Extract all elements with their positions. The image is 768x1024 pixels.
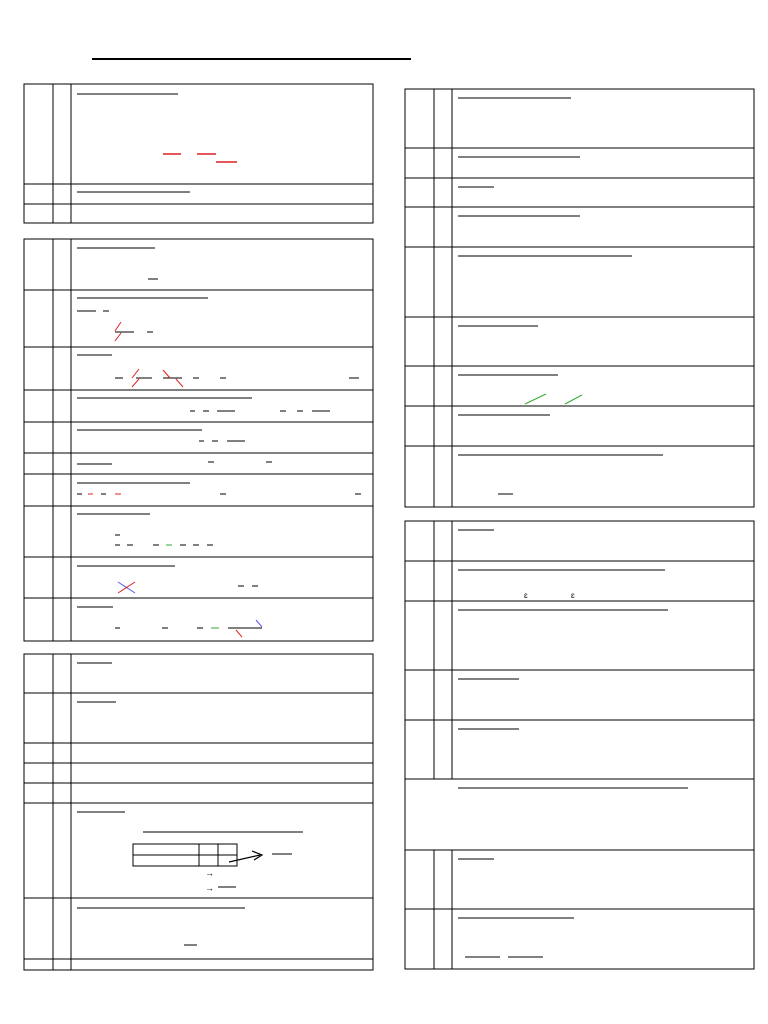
- diagram-box: [133, 844, 237, 866]
- small-mark-2: ɛ: [571, 591, 575, 600]
- small-mark-1: ɛ: [524, 591, 528, 600]
- section-right-1: [405, 89, 754, 507]
- diagram-arrow: [229, 851, 262, 862]
- section-left-3-blanks: [77, 663, 303, 945]
- section-left-2-marks: [88, 322, 262, 637]
- section-left-2: [24, 239, 373, 641]
- section-left-1-blanks: [77, 94, 237, 192]
- arrow-glyph-2: →: [205, 883, 214, 893]
- section-left-2-blanks: [77, 248, 361, 628]
- section-right-1-blanks: [458, 98, 663, 494]
- section-left-3: [24, 654, 373, 970]
- section-right-2: [405, 521, 754, 969]
- arrow-glyph-1: →: [205, 868, 214, 878]
- section-right-1-marks: [525, 394, 582, 404]
